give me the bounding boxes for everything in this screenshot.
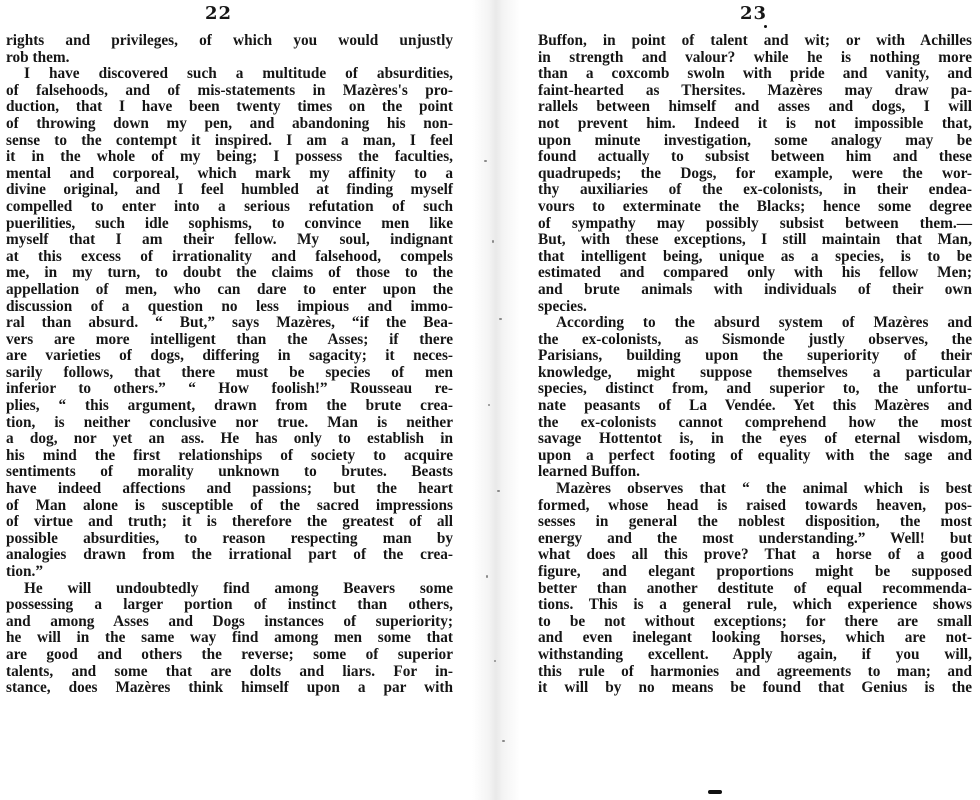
text-line: upon a perfect footing of equality with the sage and bbox=[538, 446, 972, 464]
text-line: at this excess of irrationality and falsehood, compels bbox=[6, 247, 453, 265]
text-line: possible absurdities, to reason respecting man by bbox=[6, 529, 453, 547]
text-line: and brute animals with individuals of their own bbox=[538, 280, 972, 298]
text-line: But, with these exceptions, I still maintain that Man, bbox=[538, 231, 972, 249]
text-line: thy auxiliaries of the ex-colonists, in their endea- bbox=[538, 181, 972, 199]
text-line: According to the absurd system of Mazères and bbox=[556, 314, 972, 332]
text-line: of sympathy may possibly subsist between them.— bbox=[538, 214, 972, 232]
page-number-right: 23 bbox=[740, 3, 768, 24]
text-line: sarily follows, that there must be species of men bbox=[6, 363, 453, 381]
text-line: species. bbox=[538, 297, 587, 315]
paper-speck bbox=[486, 575, 488, 578]
text-line: that intelligent being, unique as a species, is to be bbox=[538, 247, 972, 265]
text-line: appellation of men, who can dare to enter upon the bbox=[6, 280, 453, 298]
text-line: tion.” bbox=[6, 563, 43, 580]
text-line: of virtue and truth; it is therefore the greatest of all bbox=[6, 513, 453, 531]
text-line: sentiments of morality unknown to brutes. Beasts bbox=[6, 463, 453, 481]
paper-speck bbox=[499, 318, 502, 320]
right-page bbox=[522, 0, 980, 800]
text-line: Parisians, building upon the superiority of their bbox=[538, 347, 972, 365]
text-line: his mind the first relationships of society to acquire bbox=[6, 446, 453, 464]
text-line: of Man alone is susceptible of the sacred impressions bbox=[6, 496, 453, 514]
text-line: the ex-colonists cannot comprehend how the most bbox=[538, 413, 972, 431]
text-line: a dog, nor yet an ass. He has only to establish in bbox=[6, 430, 453, 448]
text-line: and among Asses and Dogs instances of superiority; bbox=[6, 612, 453, 630]
text-line: formed, whose head is raised towards heaven, pos- bbox=[538, 496, 972, 514]
text-line: knowledge, might suppose themselves a particular bbox=[538, 363, 972, 381]
left-page bbox=[0, 0, 470, 800]
text-line: ral than absurd. “ But,” says Mazères, “if the Bea- bbox=[6, 314, 453, 332]
text-line: estimated and compared only with his fellow Men; bbox=[538, 264, 972, 282]
text-line: are good and others the reverse; some of superior bbox=[6, 645, 453, 663]
text-line: discussion of a question no less impious and immo- bbox=[6, 297, 453, 315]
text-line: I have discovered such a multitude of absurdities, bbox=[24, 65, 453, 83]
paper-speck bbox=[502, 740, 505, 742]
text-line: nate peasants of La Vendée. Yet this Mazères and bbox=[538, 397, 972, 415]
text-line: stance, does Mazères think himself upon a par with bbox=[6, 679, 453, 697]
text-line: analogies drawn from the irrational part of the crea- bbox=[6, 546, 453, 564]
text-line: the ex-colonists, as Sismonde justly observes, the bbox=[538, 330, 972, 348]
text-line: rights and privileges, of which you would unjustly bbox=[6, 32, 453, 49]
paper-speck bbox=[492, 240, 494, 243]
text-line: in strength and valour? while he is nothing more bbox=[538, 48, 972, 66]
text-line: inferior to others.” “ How foolish!” Rousseau re- bbox=[6, 380, 453, 398]
text-line: puerilities, such idle sophisms, to convince men like bbox=[6, 214, 453, 232]
paper-speck bbox=[494, 660, 496, 662]
text-line: me, in my turn, to doubt the claims of those to the bbox=[6, 264, 453, 282]
text-line: myself that I am their fellow. My soul, indignant bbox=[6, 231, 453, 249]
text-line: to be not without exceptions; for there are small bbox=[538, 612, 972, 630]
text-line: found actually to subsist between him and these bbox=[538, 148, 972, 166]
text-line: Buffon, in point of talent and wit; or with Achilles bbox=[538, 32, 972, 49]
text-line: he will in the same way find among men some that bbox=[6, 629, 453, 647]
paper-speck bbox=[488, 404, 490, 406]
text-line: compelled to enter into a serious refutation of such bbox=[6, 197, 453, 215]
text-line: it will by no means be found that Genius is the bbox=[538, 679, 972, 697]
right-page-text bbox=[538, 33, 972, 697]
book-gutter bbox=[472, 0, 520, 800]
text-line: have indeed affections and passions; but the heart bbox=[6, 480, 453, 498]
text-line: than a coxcomb swoln with pride and vanity, and bbox=[538, 65, 972, 83]
paper-speck bbox=[484, 160, 487, 162]
page-number-left: 22 bbox=[205, 3, 233, 24]
text-line: tions. This is a general rule, which experience shows bbox=[538, 596, 972, 614]
text-line: talents, and some that are dolts and liars. For in- bbox=[6, 662, 453, 680]
text-line: mental and corporeal, which mark my affinity to a bbox=[6, 164, 453, 182]
ink-dash bbox=[708, 790, 722, 794]
text-line: figure, and elegant proportions might be supposed bbox=[538, 563, 972, 580]
text-line: tion, is neither conclusive nor true. Man is neither bbox=[6, 413, 453, 431]
text-line: what does all this prove? That a horse of a good bbox=[538, 546, 972, 564]
text-line: energy and the most understanding.” Well! but bbox=[538, 529, 972, 547]
text-line: quadrupeds; the Dogs, for example, were the wor- bbox=[538, 164, 972, 182]
text-line: better than another destitute of equal recommenda- bbox=[538, 579, 972, 597]
text-line: duction, that I have been twenty times on the point bbox=[6, 98, 453, 116]
text-line: not prevent him. Indeed it is not impossible that, bbox=[538, 114, 972, 132]
text-line: upon minute investigation, some analogy may be bbox=[538, 131, 972, 149]
text-line: possessing a larger portion of instinct than others, bbox=[6, 596, 453, 614]
text-line: divine original, and I feel humbled at finding myself bbox=[6, 181, 453, 199]
text-line: withstanding excellent. Apply again, if you will, bbox=[538, 645, 972, 663]
text-line: sesses in general the noblest disposition, the most bbox=[538, 513, 972, 531]
text-line: plies, “ this argument, drawn from the brute crea- bbox=[6, 397, 453, 415]
text-line: are varieties of dogs, differing in sagacity; it neces- bbox=[6, 347, 453, 365]
text-line: this rule of harmonies and agreements to man; and bbox=[538, 662, 972, 680]
text-line: of throwing down my pen, and abandoning his non- bbox=[6, 114, 453, 132]
text-line: of falsehoods, and of mis-statements in Mazères's pro- bbox=[6, 81, 453, 99]
text-line: savage Hottentot is, in the eyes of eternal wisdom, bbox=[538, 430, 972, 448]
text-line: and even inelegant looking horses, which are not- bbox=[538, 629, 972, 647]
text-line: vers are more intelligent than the Asses; if there bbox=[6, 330, 453, 348]
text-line: faint-hearted as Thersites. Mazères may draw pa- bbox=[538, 81, 972, 99]
text-line: rob them. bbox=[6, 48, 70, 66]
paper-speck bbox=[497, 490, 500, 492]
text-line: He will undoubtedly find among Beavers some bbox=[24, 579, 453, 597]
text-line: sense to the contempt it inspired. I am a man, I feel bbox=[6, 131, 453, 149]
text-line: it in the whole of my being; I possess the faculties, bbox=[6, 148, 453, 166]
text-line: vours to exterminate the Blacks; hence some degree bbox=[538, 197, 972, 215]
left-page-text bbox=[6, 33, 453, 697]
ink-dot bbox=[764, 25, 767, 28]
text-line: species, distinct from, and superior to, the unfortu- bbox=[538, 380, 972, 398]
text-line: learned Buffon. bbox=[538, 463, 640, 481]
text-line: rallels between himself and asses and dogs, I will bbox=[538, 98, 972, 116]
text-line: Mazères observes that “ the animal which is best bbox=[556, 480, 972, 498]
